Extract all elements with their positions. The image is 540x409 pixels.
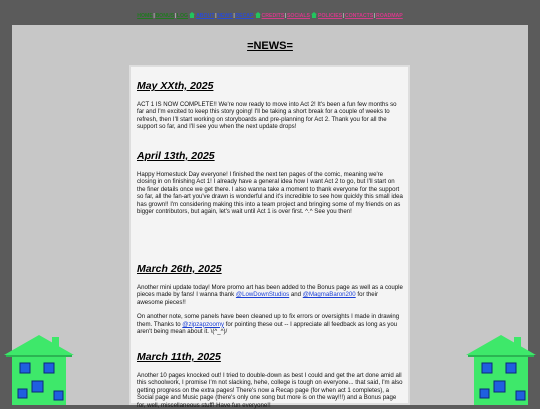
news-entry (137, 351, 403, 409)
nav-link-socials[interactable]: SOCIALS (286, 13, 311, 19)
text-span: Another 10 pages knocked out! I tried to double-down as best I could and get the art done amid all this schoolwork, I promise I'm not slacking, hehe, college is tough on everyone... that said, I'm also getting progress on the extra pages! There's now a Recap page (for when act 1 completes), a Social page and Music page (there's only one song but more is on the way!!!) and a Bonus page for, well, miscellaneous stuff! Have fun everyone!! (137, 372, 403, 409)
news-entry-date: April 13th, 2025 (137, 150, 215, 162)
text-span: Another mini update today! More promo art has been added to the Bonus page as well as a couple pieces made by fans! I wanna thank (137, 284, 403, 299)
top-nav (0, 12, 540, 22)
news-entry-text (137, 372, 403, 409)
text-span: ACT 1 IS NOW COMPLETE!! We're now ready to move into Act 2! It's been a fun few months so far and I'm excited to keep this story going! I'll be taking a short break for a couple of weeks to refresh, then I'll start working on storyboards and pre-planning for Act 2. Thank you for all the support so far, and I'll see you when the next update drops! (137, 101, 397, 131)
news-entry-date: March 26th, 2025 (137, 263, 222, 275)
user-mention-link[interactable]: @LowDownStudios (235, 291, 290, 299)
news-entry-text (137, 171, 403, 215)
page-title: =NEWS= (247, 40, 293, 52)
nav-link-contacts[interactable]: CONTACTS (344, 13, 374, 19)
news-entry-date: May XXth, 2025 (137, 80, 214, 92)
nav-separator: | (153, 13, 155, 19)
news-entry-text (137, 101, 403, 131)
nav-link-credits[interactable]: CREDITS (261, 13, 285, 19)
user-mention-link[interactable]: @zipzapzoomy (182, 320, 225, 328)
news-entry (137, 263, 403, 335)
nav-link-about[interactable]: ABOUT (196, 13, 215, 19)
news-entry (137, 80, 403, 131)
nav-house-icon (311, 12, 317, 18)
text-span: for their awesome pieces!! (137, 291, 379, 306)
nav-separator: | (215, 13, 217, 19)
nav-house-icon (189, 12, 195, 18)
nav-separator: | (174, 13, 177, 19)
nav-link-home[interactable]: HOME (137, 13, 153, 19)
nav-house-icon (255, 12, 261, 18)
news-entry (137, 150, 403, 215)
text-span: Happy Homestuck Day everyone! I finished the next ten pages of the comic, meaning we're closing in on finishing Act 1! I already have a general idea how I want Act 2 to go, but I'll start on the finer details once we get there. I also wanna take a moment to thank everyone for the support so far, all the fan-art you've drawn is wonderful and it's incredible to see how quickly this small idea has grown!! I'm considering making this into a team project and bringing some of my friends on as bigger contributors, but again, let's wait until Act 1 is over first. ^.^ See you then! (137, 171, 403, 216)
text-span: for pointing these out -- I appreciate all feedback as long as you aren't being mean about it. \(^_^)/ (137, 320, 398, 336)
main-panel (12, 25, 528, 409)
nav-separator: | (373, 13, 376, 19)
text-span: On another note, some panels have been cleaned up to fix errors or oversights I made in drawing them. Thanks to (137, 313, 400, 328)
nav-link-roadmap[interactable]: ROADMAP (375, 13, 403, 19)
nav-separator: | (284, 13, 287, 19)
news-entry-text (137, 313, 403, 335)
user-mention-link[interactable]: @MagmaBaron200 (302, 291, 356, 299)
nav-link-bonus[interactable]: BONUS (155, 13, 175, 19)
nav-link-log[interactable]: LOG (176, 13, 189, 19)
nav-link-policies[interactable]: POLICIES (318, 13, 343, 19)
nav-link-news[interactable]: NEWS (217, 13, 233, 19)
nav-link-recap[interactable]: RECAP (235, 13, 254, 19)
news-box[interactable] (129, 65, 410, 409)
nav-separator: | (233, 13, 235, 19)
news-entry-date: March 11th, 2025 (137, 351, 221, 363)
nav-separator: | (342, 13, 345, 19)
text-span: and (289, 291, 303, 299)
news-entry-text (137, 284, 403, 306)
house-left-icon (4, 333, 74, 405)
house-right-icon (466, 333, 536, 405)
